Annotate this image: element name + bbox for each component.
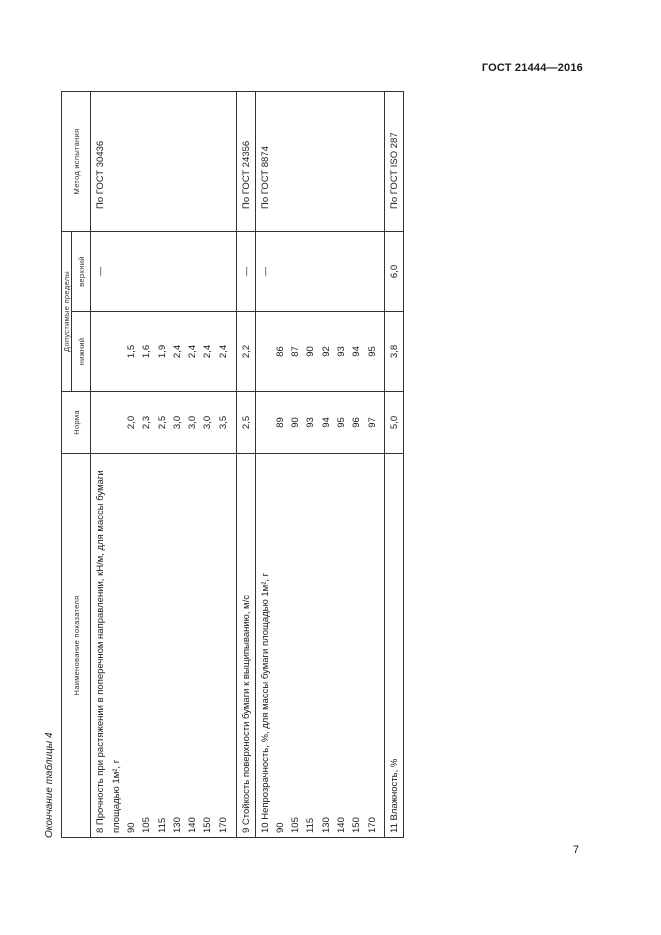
lower-value: 1,6 bbox=[141, 344, 153, 359]
upper-value: — bbox=[240, 266, 252, 277]
weight-value: 130 bbox=[320, 817, 332, 833]
weight-value: 150 bbox=[351, 817, 363, 833]
norm-value: 93 bbox=[305, 417, 317, 428]
norm-value: 3,0 bbox=[171, 415, 183, 430]
table-row bbox=[91, 91, 236, 837]
indicator-title: 9 Стойкость поверхности бумаги к выщипыванию, м/с bbox=[240, 595, 252, 833]
norm-value: 97 bbox=[366, 417, 378, 428]
indicator-title: 10 Непрозрачность, %, для массы бумаги площадью 1м², г bbox=[259, 572, 271, 833]
table-row bbox=[255, 91, 385, 837]
lower-limit-cell bbox=[255, 312, 385, 392]
column-header-name: Наименование показателя bbox=[62, 454, 91, 838]
lower-limit-cell bbox=[91, 312, 236, 392]
indicator-title: 8 Прочность при растяжении в поперечном направлении, кН/м, для массы бумаги bbox=[95, 470, 107, 833]
indicator-name-cell bbox=[91, 454, 236, 838]
norm-value: 3,0 bbox=[187, 415, 199, 430]
lower-value: 2,4 bbox=[171, 344, 183, 359]
indicator-title-continued: площадью 1м², г bbox=[110, 759, 122, 833]
lower-value: 93 bbox=[336, 346, 348, 357]
norm-value: 89 bbox=[274, 417, 286, 428]
weight-value: 170 bbox=[217, 817, 229, 833]
lower-value: 92 bbox=[320, 346, 332, 357]
method-cell bbox=[91, 91, 236, 231]
indicator-name-cell bbox=[385, 454, 404, 838]
method-cell bbox=[385, 91, 404, 231]
norm-value: 94 bbox=[320, 417, 332, 428]
upper-limit-cell bbox=[236, 231, 255, 311]
norm-value: 5,0 bbox=[389, 415, 401, 430]
upper-value: — bbox=[259, 266, 271, 277]
lower-value: 87 bbox=[290, 346, 302, 357]
norm-value: 90 bbox=[290, 417, 302, 428]
indicator-name-cell bbox=[236, 454, 255, 838]
lower-value: 2,4 bbox=[202, 344, 214, 359]
lower-value: 94 bbox=[351, 346, 363, 357]
norm-value: 2,5 bbox=[240, 415, 252, 430]
norm-value: 3,0 bbox=[202, 415, 214, 430]
column-header-method: Метод испытания bbox=[62, 91, 91, 231]
norm-cell bbox=[236, 392, 255, 454]
weight-value: 140 bbox=[336, 817, 348, 833]
lower-limit-cell bbox=[236, 312, 255, 392]
norm-cell bbox=[91, 392, 236, 454]
lower-limit-cell bbox=[385, 312, 404, 392]
norm-value: 95 bbox=[336, 417, 348, 428]
weight-value: 115 bbox=[305, 817, 317, 833]
upper-limit-cell bbox=[255, 231, 385, 311]
norm-value: 96 bbox=[351, 417, 363, 428]
norm-cell bbox=[255, 392, 385, 454]
method-cell bbox=[236, 91, 255, 231]
page-number: 7 bbox=[573, 844, 580, 856]
weight-value: 90 bbox=[274, 822, 286, 833]
column-header-limits: Допустимые пределы bbox=[62, 231, 72, 391]
indicator-name-cell bbox=[255, 454, 385, 838]
lower-value: 2,2 bbox=[240, 344, 252, 359]
weight-value: 140 bbox=[187, 817, 199, 833]
column-header-lower: нижний bbox=[72, 312, 91, 392]
norm-value: 2,0 bbox=[125, 415, 137, 430]
column-header-upper: верхний bbox=[72, 231, 91, 311]
weight-value: 105 bbox=[141, 817, 153, 833]
norm-value: 2,3 bbox=[141, 415, 153, 430]
lower-value: 3,8 bbox=[389, 344, 401, 359]
table-row bbox=[385, 91, 404, 837]
lower-value: 2,4 bbox=[217, 344, 229, 359]
test-method: По ГОСТ 8874 bbox=[259, 146, 271, 209]
norm-cell bbox=[385, 392, 404, 454]
method-cell bbox=[255, 91, 385, 231]
upper-value: — bbox=[95, 266, 107, 277]
test-method: По ГОСТ 24356 bbox=[240, 140, 252, 209]
lower-value: 86 bbox=[274, 346, 286, 357]
column-header-norm: Норма bbox=[62, 392, 91, 454]
weight-value: 150 bbox=[202, 817, 214, 833]
lower-value: 95 bbox=[366, 346, 378, 357]
document-header: ГОСТ 21444—2016 bbox=[481, 62, 583, 74]
upper-limit-cell bbox=[385, 231, 404, 311]
rotated-table-page bbox=[44, 92, 408, 838]
weight-value: 130 bbox=[171, 817, 183, 833]
table-row bbox=[236, 91, 255, 837]
table-caption: Окончание таблицы 4 bbox=[44, 732, 55, 838]
weight-value: 115 bbox=[156, 817, 168, 833]
properties-table bbox=[61, 91, 404, 838]
weight-value: 170 bbox=[366, 817, 378, 833]
lower-value: 1,9 bbox=[156, 344, 168, 359]
weight-value: 105 bbox=[290, 817, 302, 833]
upper-value: 6,0 bbox=[389, 264, 401, 279]
lower-value: 90 bbox=[305, 346, 317, 357]
norm-value: 3,5 bbox=[217, 415, 229, 430]
lower-value: 2,4 bbox=[187, 344, 199, 359]
test-method: По ГОСТ ISO 287 bbox=[389, 132, 401, 209]
weight-value: 90 bbox=[125, 822, 137, 833]
indicator-title: 11 Влажность, % bbox=[389, 758, 401, 833]
test-method: По ГОСТ 30436 bbox=[95, 140, 107, 209]
upper-limit-cell bbox=[91, 231, 236, 311]
norm-value: 2,5 bbox=[156, 415, 168, 430]
lower-value: 1,5 bbox=[125, 344, 137, 359]
